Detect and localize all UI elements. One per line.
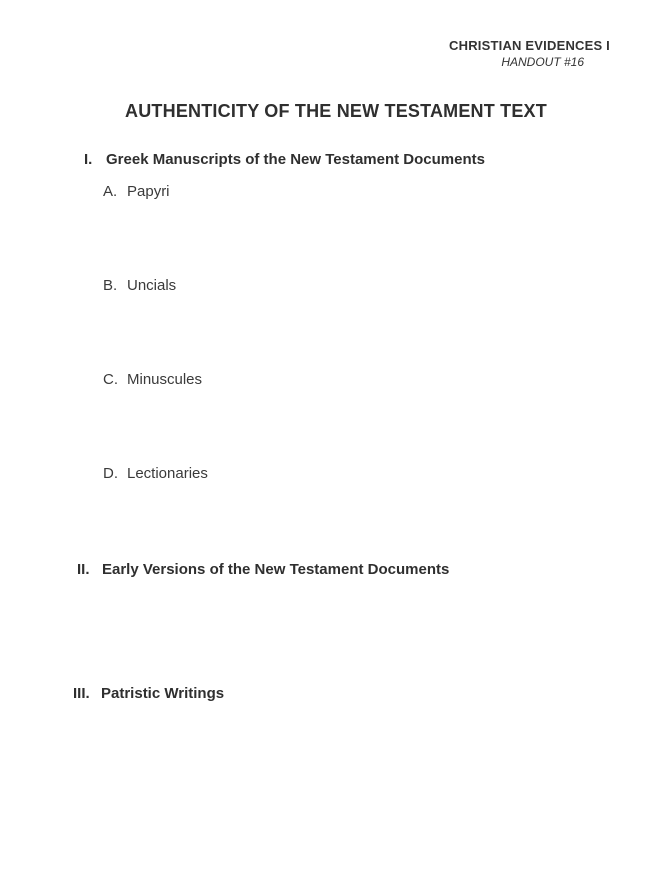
document-title: AUTHENTICITY OF THE NEW TESTAMENT TEXT [125, 101, 547, 121]
section-numeral: I. [84, 151, 93, 168]
subsection-label: Papyri [127, 183, 170, 200]
section-heading-1 [84, 151, 485, 168]
subsection-letter: C. [103, 371, 118, 388]
subsection-uncials [103, 277, 176, 294]
subsection-minuscules [103, 371, 202, 388]
subsection-papyri [103, 183, 170, 200]
handout-header [449, 38, 610, 70]
section-title: Greek Manuscripts of the New Testament Documents [106, 151, 485, 168]
section-numeral: III. [73, 685, 90, 702]
section-title: Patristic Writings [101, 685, 225, 702]
handout-number: HANDOUT #16 [501, 55, 584, 69]
section-heading-2 [77, 561, 449, 578]
section-title: Early Versions of the New Testament Documents [102, 561, 450, 578]
subsection-letter: B. [103, 277, 118, 294]
subsection-label: Uncials [127, 277, 177, 294]
subsection-letter: A. [103, 183, 118, 200]
section-heading-3 [73, 685, 224, 702]
section-numeral: II. [77, 561, 90, 578]
subsection-lectionaries [103, 465, 208, 482]
subsection-label: Minuscules [127, 371, 203, 388]
subsection-letter: D. [103, 465, 118, 482]
course-title: CHRISTIAN EVIDENCES I [449, 38, 610, 53]
subsection-label: Lectionaries [127, 465, 208, 482]
